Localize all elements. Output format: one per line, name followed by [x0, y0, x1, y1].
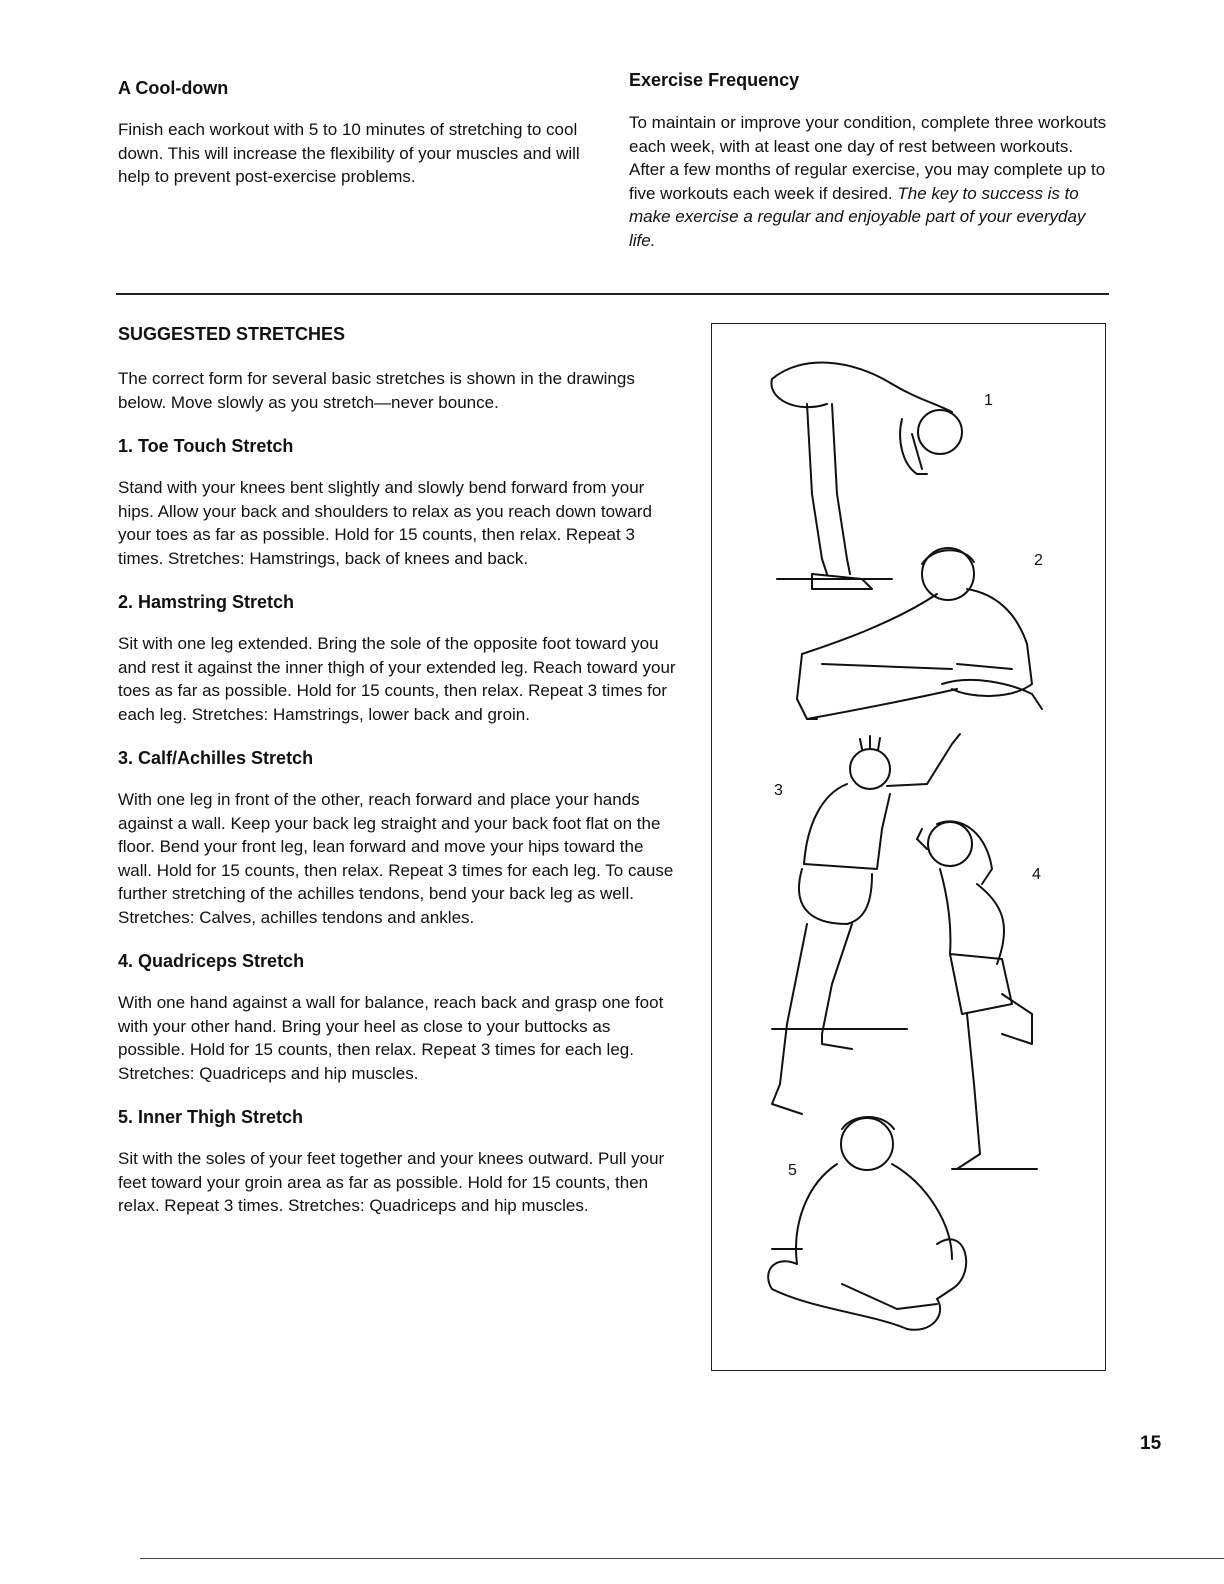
frequency-body: To maintain or improve your condition, complete three workouts each week, with at least one day of rest between workouts. After a few months of regular exercise, you may complete up to five workouts each week if desired. — [629, 113, 1107, 203]
hamstring-drawing — [797, 548, 1042, 719]
figure-label: 3 — [774, 782, 783, 799]
stretch-item — [118, 1107, 678, 1218]
stretches-section — [118, 324, 678, 1218]
stretches-intro: The correct form for several basic stretches is shown in the drawings below. Move slowly as you stretch—never bounce. — [118, 369, 635, 412]
frequency-emphasis: The key to success is to make exercise a regular and enjoyable part of your everyday life. — [629, 183, 1086, 250]
cooldown-heading: A Cool-down — [118, 78, 229, 98]
figure-label: 5 — [788, 1162, 797, 1179]
frequency-body-paragraph — [629, 111, 1107, 252]
frequency-heading: Exercise Frequency — [629, 70, 800, 90]
stretch-body: Stand with your knees bent slightly and slowly bend forward from your hips. Allow your back and shoulders to relax as you reach down toward your toes as far as possible. Hold for 15 counts, then relax. Repeat 3 times. Stretches: Hamstrings, back of knees and back. — [118, 478, 652, 568]
calf-stretch-drawing — [772, 734, 960, 1114]
cooldown-section — [118, 78, 598, 189]
cooldown-body: Finish each workout with 5 to 10 minutes of stretching to cool down. This will increase the flexibility of your muscles and will help to prevent post-exercise problems. — [118, 120, 580, 186]
stretch-item — [118, 592, 678, 726]
stretch-body: With one hand against a wall for balance, reach back and grasp one foot with your other hand. Bring your heel as close to your buttocks as possible. Hold for 15 counts, then relax. Repeat 3 times for each leg. Stretches: Quadriceps and hip muscles. — [118, 993, 664, 1083]
stretch-title: 5. Inner Thigh Stretch — [118, 1107, 304, 1127]
section-divider — [116, 293, 1109, 295]
toe-touch-drawing — [771, 363, 962, 589]
quadriceps-drawing — [917, 821, 1037, 1169]
bottom-rule — [140, 1558, 1224, 1559]
stretch-item — [118, 748, 678, 929]
figure-label: 2 — [1034, 552, 1043, 569]
stretch-body: Sit with the soles of your feet together and your knees outward. Pull your feet toward your groin area as far as possible. Hold for 15 counts, then relax. Repeat 3 times. Stretches: Quadriceps and hip muscles. — [118, 1149, 665, 1215]
figure-label: 1 — [984, 392, 993, 409]
stretch-body: With one leg in front of the other, reach forward and place your hands against a wall. Keep your back leg straight and your back foot flat on the floor. Bend your front leg, lean forward and move your hips toward the wall. Hold for 15 counts, then relax. Repeat 3 times for each leg. To cause further stretching of the achilles tendons, bend your back leg as well. Stretches: Calves, achilles tendons and ankles. — [118, 790, 674, 927]
stretch-title: 3. Calf/Achilles Stretch — [118, 748, 314, 768]
frequency-section — [629, 70, 1107, 252]
stretches-heading: SUGGESTED STRETCHES — [118, 324, 346, 344]
stretch-item — [118, 436, 678, 570]
stretch-title: 1. Toe Touch Stretch — [118, 436, 294, 456]
figure-label: 4 — [1032, 866, 1041, 883]
stretch-body: Sit with one leg extended. Bring the sole of the opposite foot toward you and rest it against the inner thigh of your extended leg. Reach toward your toes as far as possible. Hold for 15 counts, then relax. Repeat 3 times for each leg. Stretches: Hamstrings, lower back and groin. — [118, 634, 676, 724]
stretches-illustration — [711, 323, 1106, 1371]
inner-thigh-drawing — [768, 1117, 966, 1330]
stretch-title: 4. Quadriceps Stretch — [118, 951, 305, 971]
stretch-item — [118, 951, 678, 1085]
stretch-title: 2. Hamstring Stretch — [118, 592, 295, 612]
page-number: 15 — [1140, 1433, 1162, 1454]
